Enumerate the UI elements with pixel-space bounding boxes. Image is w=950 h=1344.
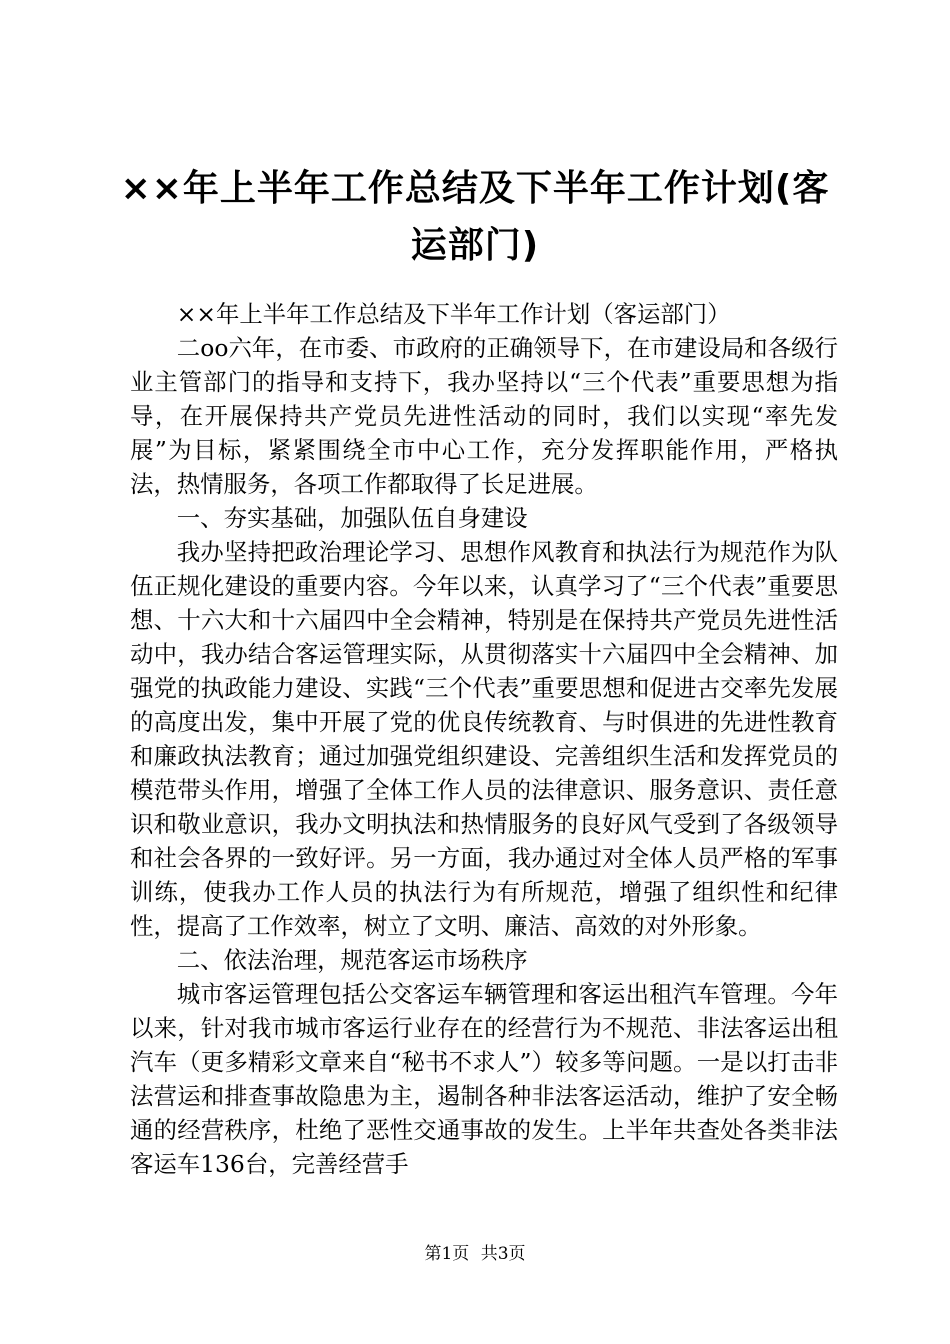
section-2-paragraph: 城市客运管理包括公交客运车辆管理和客运出租汽车管理。今年以来，针对我市城市客运行业存在的经营行为不规范、非法客运出租汽车（更多精彩文章来自“秘书不求人”）较多等问题。一是以打击非法营运和排查事故隐患为主，遏制各种非法客运活动，维护了安全畅通的经营秩序，杜绝了恶性交通事故的发生。上半年共查处各类非法客运车136台，完善经营手 (130, 980, 838, 1178)
page-total: 共3页 (480, 1244, 526, 1264)
section-1-paragraph: 我办坚持把政治理论学习、思想作风教育和执法行为规范作为队伍正规化建设的重要内容。今年以来，认真学习了“三个代表”重要思想、十六大和十六届四中全会精神，特别是在保持共产党员先进性活动中，我办结合客运管理实际，从贯彻落实十六届四中全会精神、加强党的执政能力建设、实践“三个代表”重要思想和促进古交率先发展的高度出发，集中开展了党的优良传统教育、与时俱进的先进性教育和廉政执法教育；通过加强党组织建设、完善组织生活和发挥党员的模范带头作用，增强了全体工作人员的法律意识、服务意识、责任意识和敬业意识，我办文明执法和热情服务的良好风气受到了各级领导和社会各界的一致好评。另一方面，我办通过对全体人员严格的军事训练，使我办工作人员的执法行为有所规范，增强了组织性和纪律性，提高了工作效率，树立了文明、廉洁、高效的对外形象。 (130, 538, 838, 940)
subtitle-paragraph: ××年上半年工作总结及下半年工作计划（客运部门） (176, 300, 731, 328)
page-footer (0, 1243, 950, 1265)
intro-paragraph: 二oo六年，在市委、市政府的正确领导下，在市建设局和各级行业主管部门的指导和支持下，我办坚持以“三个代表”重要思想为指导，在开展保持共产党员先进性活动的同时，我们以实现“率先发展”为目标，紧紧围绕全市中心工作，充分发挥职能作用，严格执法，热情服务，各项工作都取得了长足进展。 (130, 334, 838, 498)
document-body (130, 297, 838, 1181)
document-title: ××年上半年工作总结及下半年工作计划(客运部门) (120, 168, 830, 266)
page-number: 第1页 (424, 1244, 470, 1264)
section-heading-2: 二、依法治理，规范客运市场秩序 (176, 946, 528, 974)
section-heading-1: 一、夯实基础，加强队伍自身建设 (176, 504, 528, 532)
